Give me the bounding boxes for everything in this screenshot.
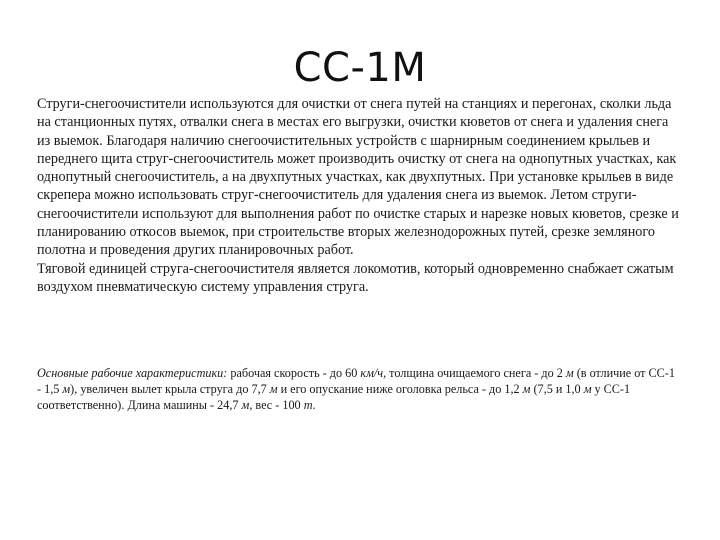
specs-label: Основные рабочие характеристики: <box>37 366 228 380</box>
specs-text-6: (7,5 и 1,0 <box>530 382 584 396</box>
specs-unit-3: м <box>62 382 71 396</box>
specs-unit-7: м <box>241 398 250 412</box>
specs-text-2: , толщина очищаемого снега - до 2 <box>383 366 566 380</box>
description-text <box>37 95 682 296</box>
description-paragraph-2: Тяговой единицей струга-снегоочистителя является локомотив, который одновременно снабжает сжатым воздухом пневматическую систему управления струга. <box>37 260 674 295</box>
specs-unit-5: м <box>522 382 531 396</box>
specs-text-1: рабочая скорость - до 60 <box>227 366 361 380</box>
specs-unit-8: т <box>303 398 313 412</box>
description-paragraph-1: Струги-снегоочистители используются для очистки от снега путей на станциях и перегонах, сколки льда на станционных путях, отвалки снега в местах его выгрузки, очистки кюветов от снега и удаления снега из выемок. Благодаря наличию снегоочистительных устройств с шарнирным соединением крыльев и переднего щита струг-снегоочиститель может производить очистку от снега на однопутных участках, как однопутный снегоочиститель, а на двухпутных участках, как двухпутных. При установке крыльев в виде скрепера можно использовать струг-снегоочиститель для удаления снега из выемок. Летом струги-снегоочистители используют для выполнения работ по очистке старых и нарезке новых кюветов, срезке и планированию откосов выемок, при строительстве вторых железнодорожных путей, срезке земляного полотна и проведения других планировочных работ. <box>37 96 679 259</box>
slide-title: СС-1М <box>293 45 427 91</box>
specs-unit-1: км/ч <box>360 366 384 380</box>
specs-text-8: , вес - 100 <box>249 398 304 412</box>
specs-unit-2: м <box>565 366 574 380</box>
specs-text-4: ), увеличен вылет крыла струга до 7,7 <box>70 382 270 396</box>
specs-text-9: . <box>312 398 316 412</box>
specs-text-3: (в отличие от СС-1 - 1,5 <box>37 366 675 396</box>
specs-unit-6: м <box>583 382 592 396</box>
specs-text-5: и его опускание ниже оголовка рельса - до 1,2 <box>277 382 523 396</box>
specifications-text <box>37 365 682 413</box>
specs-unit-4: м <box>269 382 278 396</box>
specs-text-7: у СС-1 соответственно). Длина машины - 24,7 <box>37 382 631 412</box>
